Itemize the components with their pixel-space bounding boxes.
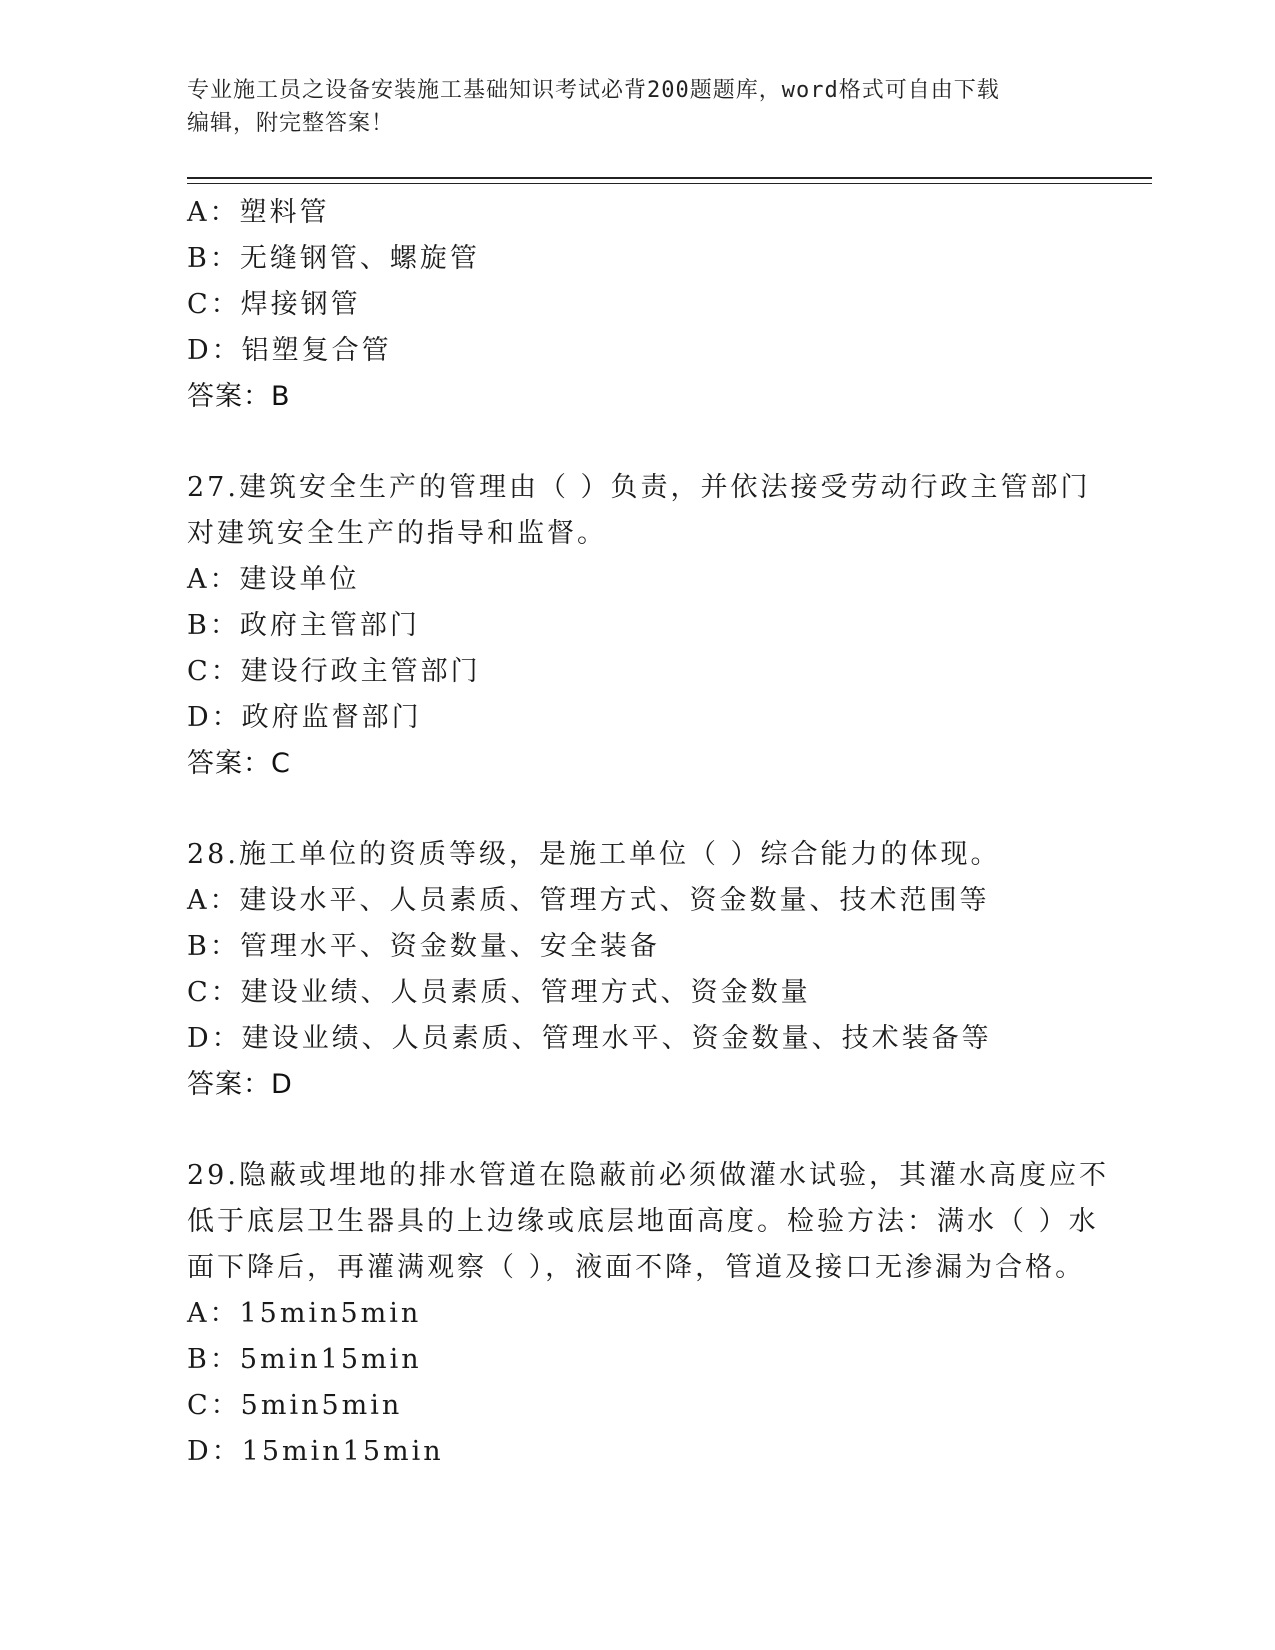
question-block-27 — [187, 465, 1107, 787]
option-d: D：铝塑复合管 — [187, 335, 392, 366]
question-text: 对建筑安全生产的指导和监督。 — [187, 518, 607, 549]
option-d: D：政府监督部门 — [187, 702, 422, 733]
option-b: B：5min15min — [187, 1344, 422, 1375]
question-block-prev — [187, 190, 1107, 420]
answer-label: 答案：C — [187, 748, 291, 779]
answer-label: 答案：B — [187, 381, 291, 412]
option-c: C：建设业绩、人员素质、管理方式、资金数量 — [187, 977, 811, 1008]
question-text: 面下降后，再灌满观察（ ），液面不降，管道及接口无渗漏为合格。 — [187, 1252, 1086, 1283]
option-a: A：15min5min — [187, 1298, 422, 1329]
header-line-2: 编辑，附完整答案！ — [187, 111, 395, 136]
question-block-28 — [187, 832, 1107, 1108]
answer-label: 答案：D — [187, 1069, 293, 1100]
option-d: D：建设业绩、人员素质、管理水平、资金数量、技术装备等 — [187, 1023, 992, 1054]
option-a: A：塑料管 — [187, 197, 330, 228]
question-text: 28.施工单位的资质等级，是施工单位（ ）综合能力的体现。 — [187, 839, 1001, 870]
question-text: 29.隐蔽或埋地的排水管道在隐蔽前必须做灌水试验，其灌水高度应不 — [187, 1160, 1109, 1191]
header-divider-thin — [187, 183, 1152, 184]
option-b: B：无缝钢管、螺旋管 — [187, 243, 480, 274]
header-divider-thick — [187, 177, 1152, 179]
spacer — [187, 420, 1107, 465]
question-block-29 — [187, 1153, 1107, 1475]
option-a: A：建设水平、人员素质、管理方式、资金数量、技术范围等 — [187, 885, 990, 916]
spacer — [187, 787, 1107, 832]
document-header — [187, 74, 1067, 140]
option-b: B：政府主管部门 — [187, 610, 420, 641]
header-line-1: 专业施工员之设备安装施工基础知识考试必背200题题库，word格式可自由下载 — [187, 78, 1000, 103]
question-text: 27.建筑安全生产的管理由（ ）负责，并依法接受劳动行政主管部门 — [187, 472, 1091, 503]
option-c: C：建设行政主管部门 — [187, 656, 481, 687]
option-c: C：焊接钢管 — [187, 289, 361, 320]
option-c: C：5min5min — [187, 1390, 403, 1421]
option-b: B：管理水平、资金数量、安全装备 — [187, 931, 660, 962]
spacer — [187, 1108, 1107, 1153]
option-a: A：建设单位 — [187, 564, 360, 595]
option-d: D：15min15min — [187, 1436, 444, 1467]
question-text: 低于底层卫生器具的上边缘或底层地面高度。检验方法：满水（ ）水 — [187, 1206, 1099, 1237]
document-body — [187, 190, 1107, 1475]
